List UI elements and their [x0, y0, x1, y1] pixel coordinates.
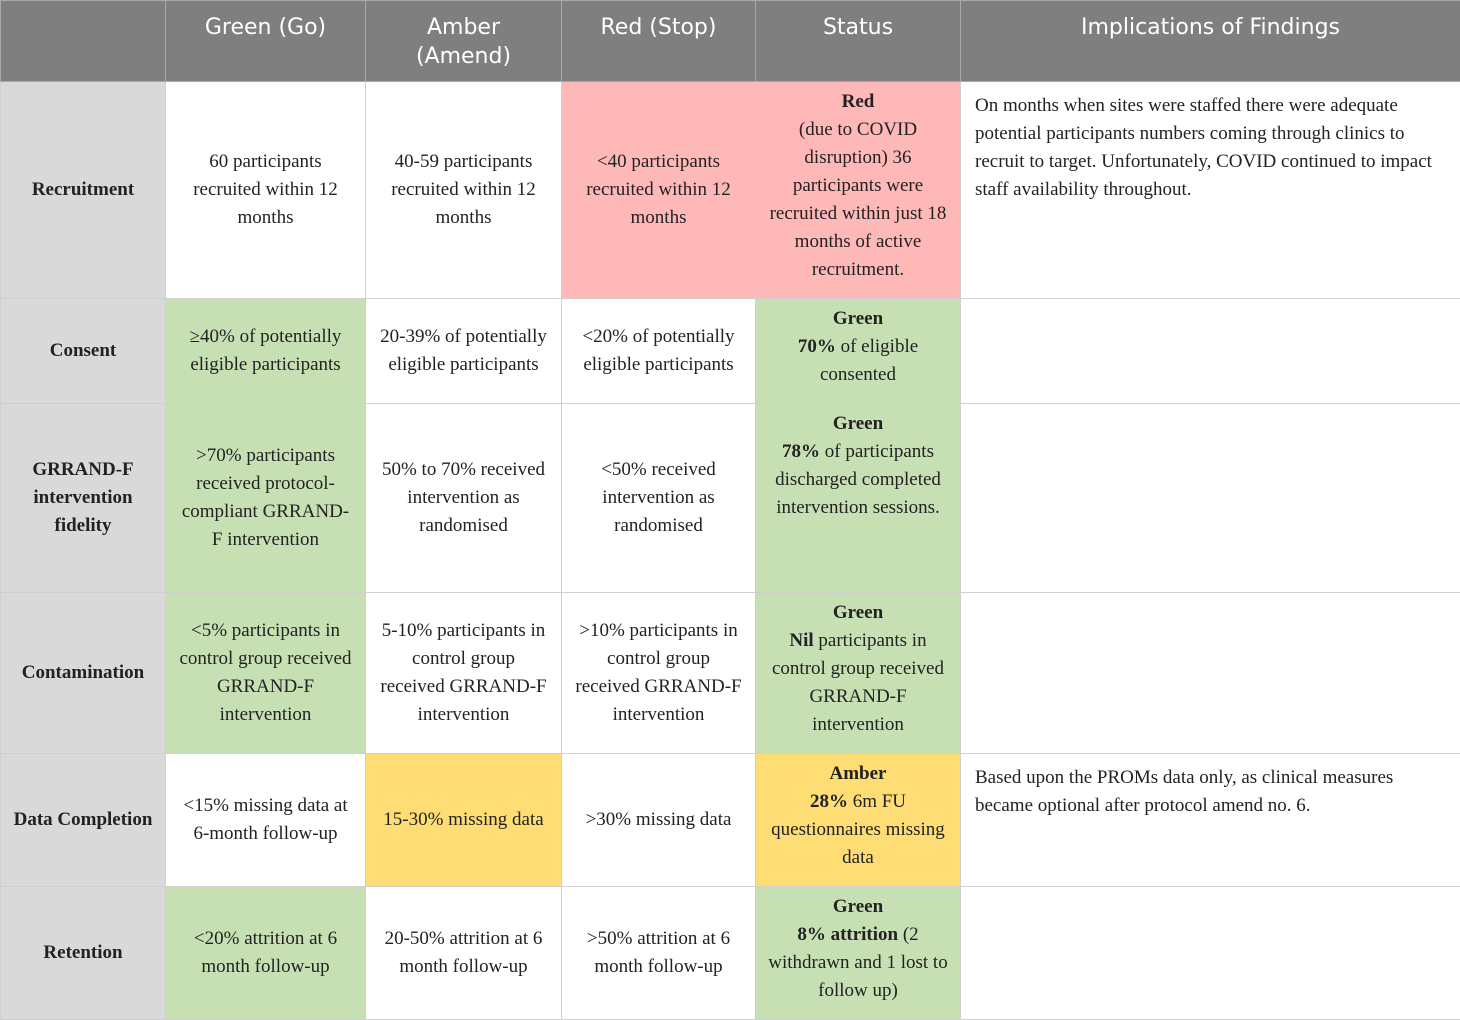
- red-criterion: >50% attrition at 6 month follow-up: [562, 887, 756, 1020]
- header-row: [1, 1, 1460, 82]
- amber-criterion: 20-50% attrition at 6 month follow-up: [366, 887, 562, 1020]
- status-cell: [756, 593, 961, 754]
- red-criterion: <50% received intervention as randomised: [562, 404, 756, 593]
- header-green: Green (Go): [166, 1, 366, 82]
- status-title: Green: [768, 305, 948, 333]
- status-text: (due to COVID disruption) 36 participants were recruited within just 18 months of active recruitment.: [770, 119, 947, 280]
- implications-cell: [961, 593, 1460, 754]
- header-status: Status: [756, 1, 961, 82]
- status-text: of eligible consented: [820, 336, 918, 385]
- red-criterion: <20% of potentially eligible participants: [562, 299, 756, 404]
- status-highlight: Nil: [789, 630, 813, 651]
- row-label: GRRAND-F intervention fidelity: [1, 404, 166, 593]
- status-highlight: 28%: [810, 791, 848, 812]
- row-label: Recruitment: [1, 82, 166, 299]
- status-title: Green: [768, 410, 948, 438]
- table-row: [1, 593, 1460, 754]
- header-amber-line1: Amber: [372, 13, 555, 42]
- red-criterion: >10% participants in control group received GRRAND-F intervention: [562, 593, 756, 754]
- row-label: Retention: [1, 887, 166, 1020]
- table-row: [1, 82, 1460, 299]
- status-text: participants in control group received GRRAND-F intervention: [772, 630, 944, 735]
- status-text: (2 withdrawn and 1 lost to follow up): [768, 924, 947, 1001]
- green-criterion: ≥40% of potentially eligible participants: [166, 299, 366, 404]
- table-row: [1, 299, 1460, 404]
- status-highlight: 8% attrition: [797, 924, 898, 945]
- green-criterion: 60 participants recruited within 12 months: [166, 82, 366, 299]
- header-amber: [366, 1, 562, 82]
- status-highlight: 70%: [798, 336, 836, 357]
- implications-cell: Based upon the PROMs data only, as clinical measures became optional after protocol amend no. 6.: [961, 754, 1460, 887]
- red-criterion: <40 participants recruited within 12 months: [562, 82, 756, 299]
- amber-criterion: 5-10% participants in control group received GRRAND-F intervention: [366, 593, 562, 754]
- red-criterion: >30% missing data: [562, 754, 756, 887]
- status-title: Red: [768, 88, 948, 116]
- status-title: Green: [768, 893, 948, 921]
- green-criterion: <15% missing data at 6-month follow-up: [166, 754, 366, 887]
- implications-cell: [961, 887, 1460, 1020]
- status-title: Amber: [768, 760, 948, 788]
- status-cell: [756, 82, 961, 299]
- status-cell: [756, 887, 961, 1020]
- implications-cell: [961, 404, 1460, 593]
- green-criterion: <5% participants in control group received GRRAND-F intervention: [166, 593, 366, 754]
- row-label: Consent: [1, 299, 166, 404]
- status-title: Green: [768, 599, 948, 627]
- implications-cell: On months when sites were staffed there were adequate potential participants numbers coming through clinics to recruit to target. Unfortunately, COVID continued to impact staff availability throughout.: [961, 82, 1460, 299]
- header-empty: [1, 1, 166, 82]
- status-text: of participants discharged completed intervention sessions.: [775, 441, 941, 518]
- amber-criterion: 40-59 participants recruited within 12 months: [366, 82, 562, 299]
- status-cell: [756, 754, 961, 887]
- implications-cell: [961, 299, 1460, 404]
- table-row: [1, 887, 1460, 1020]
- amber-criterion: 20-39% of potentially eligible participants: [366, 299, 562, 404]
- status-cell: [756, 404, 961, 593]
- table-row: [1, 404, 1460, 593]
- status-text: 6m FU questionnaires missing data: [771, 791, 945, 868]
- header-amber-line2: (Amend): [372, 42, 555, 71]
- row-label: Data Completion: [1, 754, 166, 887]
- amber-criterion: 50% to 70% received intervention as randomised: [366, 404, 562, 593]
- header-red: Red (Stop): [562, 1, 756, 82]
- table-row: [1, 754, 1460, 887]
- status-highlight: 78%: [782, 441, 820, 462]
- green-criterion: <20% attrition at 6 month follow-up: [166, 887, 366, 1020]
- row-label: Contamination: [1, 593, 166, 754]
- header-implications: Implications of Findings: [961, 1, 1460, 82]
- amber-criterion: 15-30% missing data: [366, 754, 562, 887]
- green-criterion: >70% participants received protocol-compliant GRRAND-F intervention: [166, 404, 366, 593]
- status-cell: [756, 299, 961, 404]
